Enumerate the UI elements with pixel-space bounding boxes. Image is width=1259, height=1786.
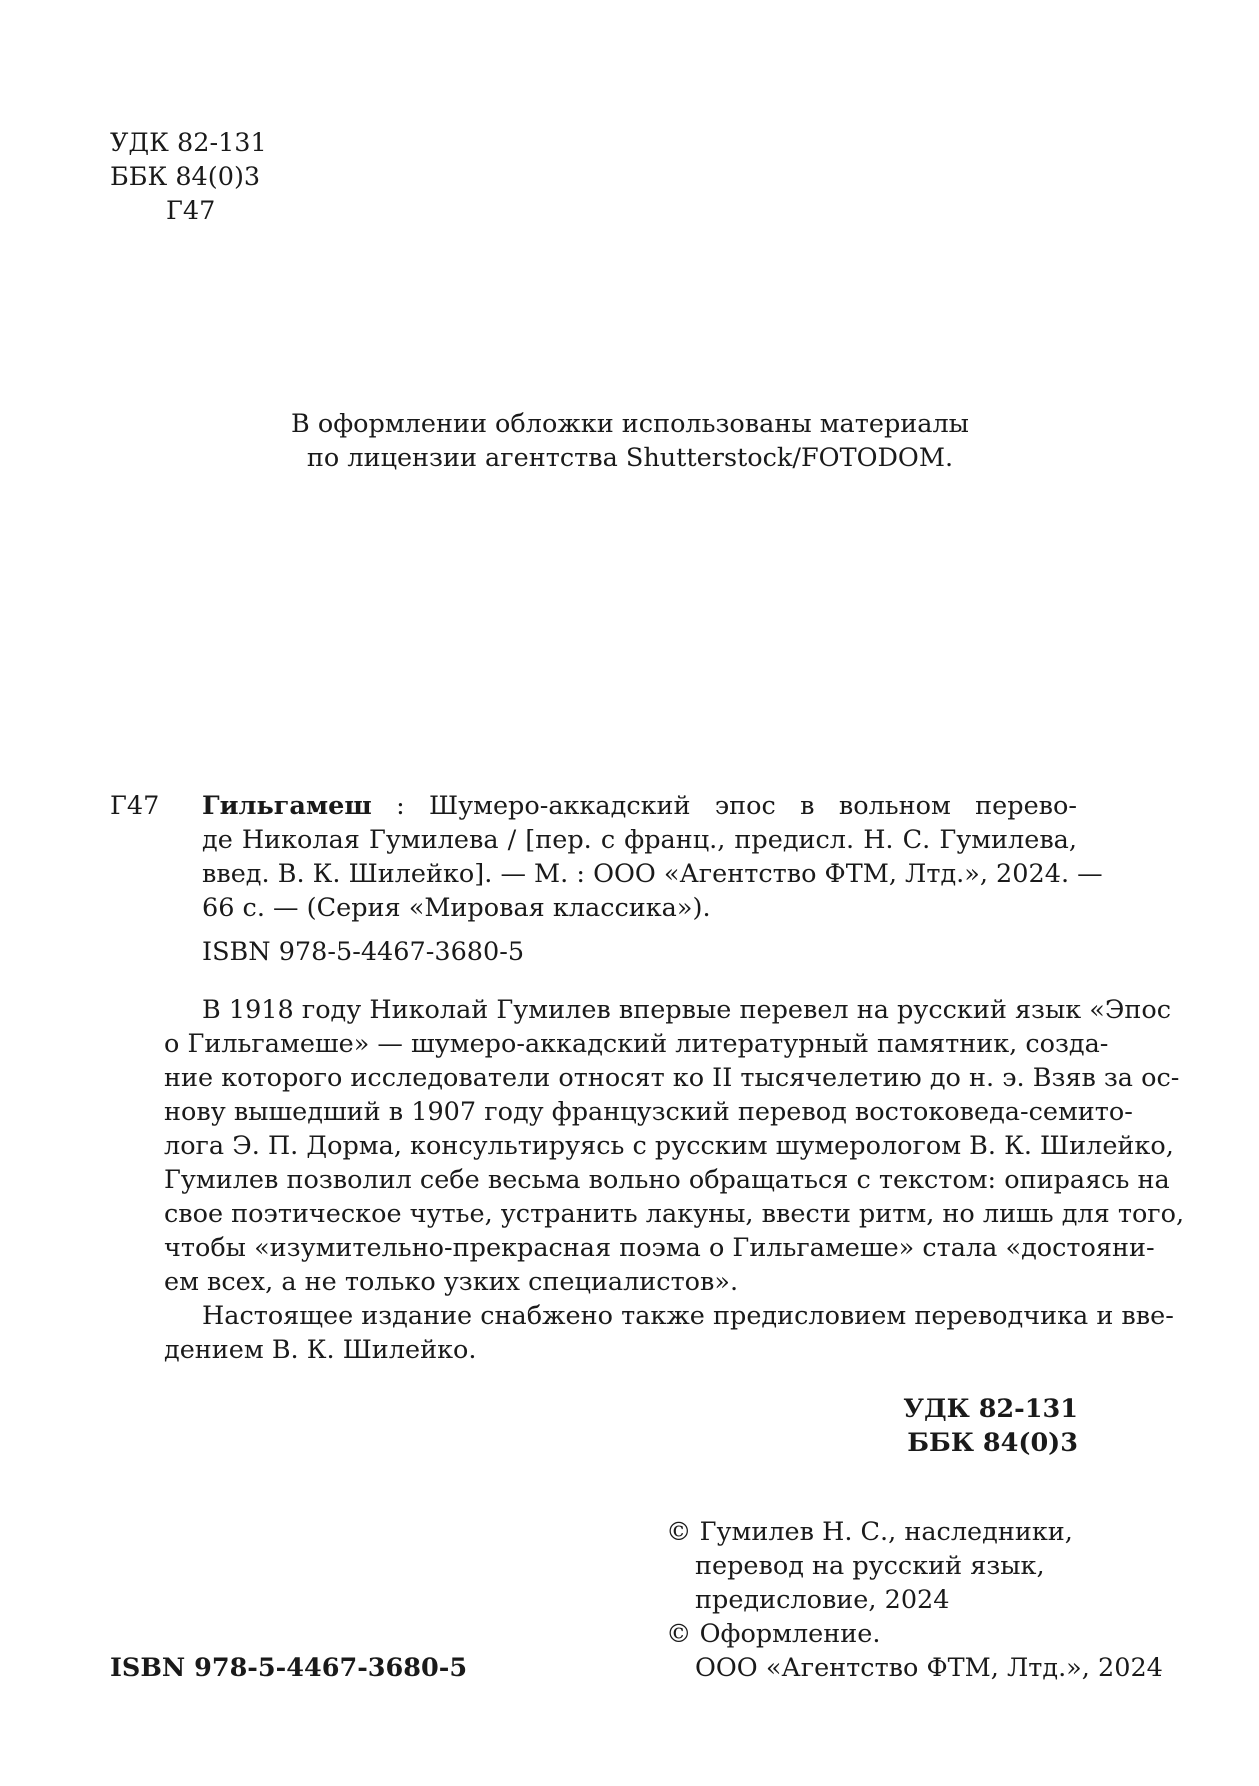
- annotation-p1-line-7: свое поэтическое чутье, устранить лакуны, ввести ритм, но лишь для того,: [164, 1199, 1185, 1229]
- header-bbk: ББК 84(0)3: [110, 162, 261, 192]
- copyright-line-2: перевод на русский язык,: [695, 1551, 1045, 1581]
- copyright-line-5: ООО «Агентство ФТМ, Лтд.», 2024: [695, 1653, 1163, 1683]
- annotation-p1-line-2: о Гильгамеше» — шумеро-аккадский литературный памятник, созда-: [164, 1029, 1109, 1059]
- cover-note-line-1: В оформлении обложки использованы материалы: [291, 409, 969, 439]
- copyright-line-1: © Гумилев Н. С., наследники,: [666, 1517, 1073, 1547]
- annotation-p1-line-3: ние которого исследователи относят ко II тысячелетию до н. э. Взяв за ос-: [164, 1063, 1180, 1093]
- bib-line-3: введ. В. К. Шилейко]. — М. : ООО «Агентство ФТМ, Лтд.», 2024. —: [202, 859, 1103, 889]
- annotation-p1-line-5: лога Э. П. Дорма, консультируясь с русским шумерологом В. К. Шилейко,: [164, 1131, 1174, 1161]
- annotation-p1-line-8: чтобы «изумительно-прекрасная поэма о Гильгамеше» стала «достояни-: [164, 1233, 1155, 1263]
- bib-line-1: [202, 789, 1077, 823]
- bib-isbn: ISBN 978-5-4467-3680-5: [202, 937, 525, 967]
- annotation-p2-line-2: дением В. К. Шилейко.: [164, 1335, 477, 1365]
- classification-bbk: ББК 84(0)3: [907, 1428, 1078, 1458]
- annotation-p1-line-4: нову вышедший в 1907 году французский перевод востоковеда-семито-: [164, 1097, 1133, 1127]
- bib-title: Гильгамеш: [202, 791, 372, 821]
- header-author-sign: Г47: [166, 196, 216, 226]
- bib-line-2: де Николая Гумилева / [пер. с франц., предисл. Н. С. Гумилева,: [202, 825, 1077, 855]
- annotation-p2-line-1: Настоящее издание снабжено также предисловием переводчика и вве-: [202, 1301, 1174, 1331]
- classification-udk: УДК 82-131: [903, 1394, 1078, 1424]
- annotation-p1-line-9: ем всех, а не только узких специалистов».: [164, 1267, 739, 1297]
- copyright-line-3: предисловие, 2024: [695, 1585, 950, 1615]
- footer-isbn: ISBN 978-5-4467-3680-5: [110, 1653, 468, 1683]
- copyright-line-4: © Оформление.: [666, 1619, 881, 1649]
- cover-note-line-2: по лицензии агентства Shutterstock/FOTODOM.: [306, 443, 954, 473]
- annotation-p1-line-1: В 1918 году Николай Гумилев впервые перевел на русский язык «Эпос: [202, 995, 1172, 1025]
- header-udk: УДК 82-131: [110, 128, 267, 158]
- annotation-p1-line-6: Гумилев позволил себе весьма вольно обращаться с текстом: опираясь на: [164, 1165, 1170, 1195]
- bib-line-4: 66 с. — (Серия «Мировая классика»).: [202, 893, 711, 923]
- bib-line-1-rest: : Шумеро-аккадский эпос в вольном перево-: [396, 791, 1078, 821]
- bib-sign: Г47: [110, 791, 160, 821]
